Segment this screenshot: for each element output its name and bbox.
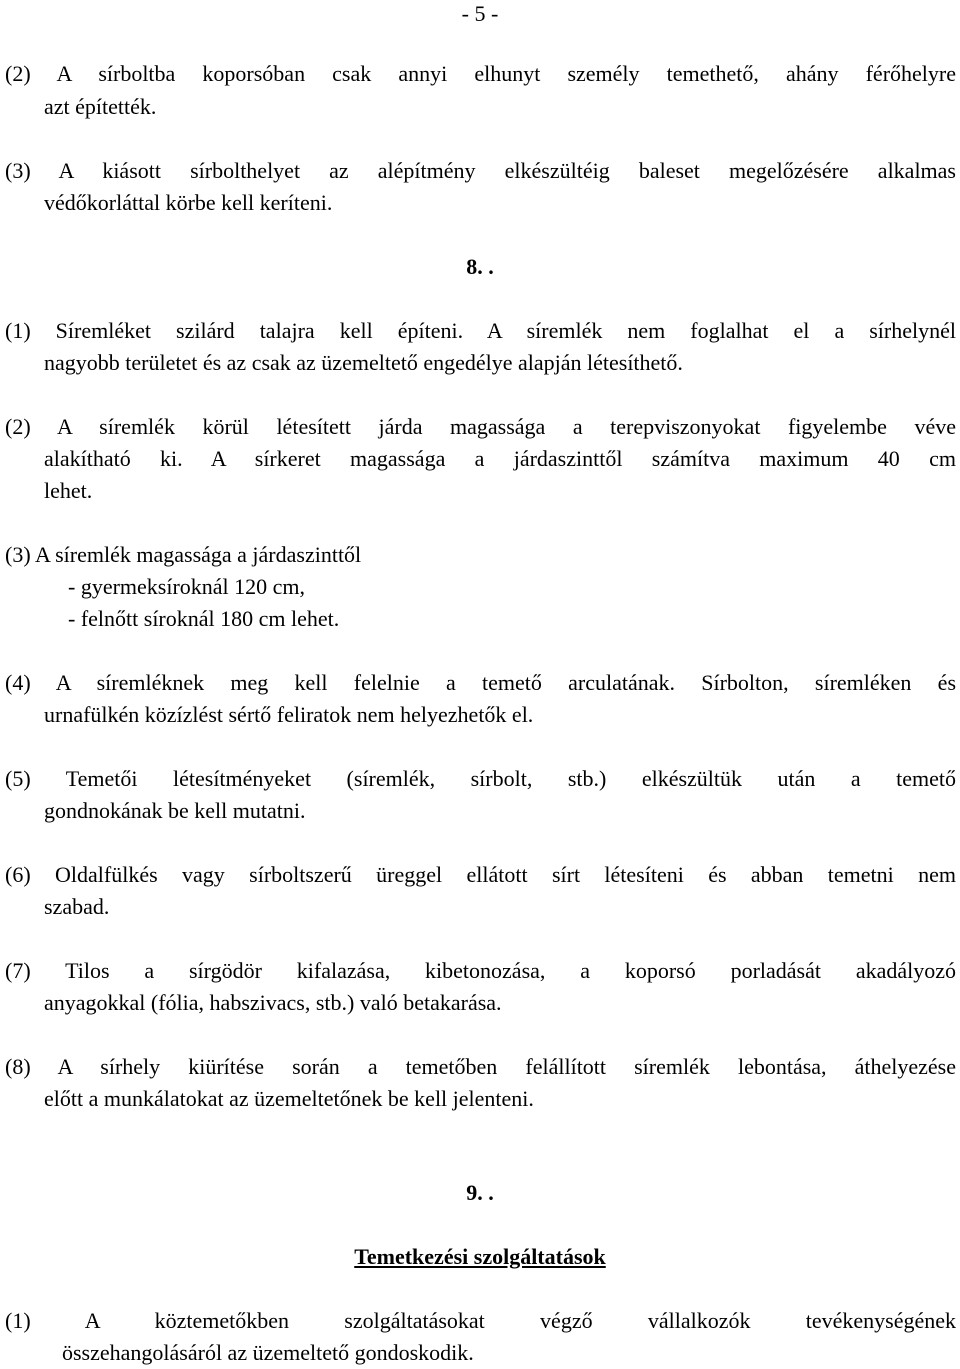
paragraph-line: alakítható ki. A sírkeret magassága a járdaszinttől számítva maximum 40 cm xyxy=(44,446,956,471)
page-number: - 5 - xyxy=(461,1,499,26)
section-8-heading: 8. . xyxy=(466,254,494,279)
paragraph-line: lehet. xyxy=(44,478,93,503)
paragraph-line: (3) A síremlék magassága a járdaszinttől xyxy=(5,542,362,567)
paragraph-line: azt építették. xyxy=(44,94,157,119)
paragraph-line: nagyobb területet és az csak az üzemeltető engedélye alapján létesíthető. xyxy=(44,350,683,375)
paragraph-line: - felnőtt síroknál 180 cm lehet. xyxy=(68,606,340,631)
paragraph-line: összehangolásáról az üzemeltető gondoskodik. xyxy=(62,1340,474,1365)
paragraph-line: (2) A síremlék körül létesített járda magassága a terepviszonyokat figyelembe véve xyxy=(5,414,956,439)
paragraph-line: (4) A síremléknek meg kell felelnie a temető arculatának. Sírbolton, síremléken és xyxy=(5,670,956,695)
paragraph-line: - gyermeksíroknál 120 cm, xyxy=(68,574,306,599)
paragraph-line: gondnokának be kell mutatni. xyxy=(44,798,306,823)
paragraph-line: (1) A köztemetőkben szolgáltatásokat végző vállalkozók tevékenységének xyxy=(5,1308,956,1333)
paragraph-line: (6) Oldalfülkés vagy sírboltszerű üreggel ellátott sírt létesíteni és abban temetni nem xyxy=(5,862,956,887)
paragraph-line: (7) Tilos a sírgödör kifalazása, kibetonozása, a koporsó porladását akadályozó xyxy=(5,958,956,983)
paragraph-line: anyagokkal (fólia, habszivacs, stb.) való betakarása. xyxy=(44,990,502,1015)
paragraph-line: (3) A kiásott sírbolthelyet az alépítmény elkészültéig baleset megelőzésére alkalmas xyxy=(5,158,956,183)
paragraph-line: szabad. xyxy=(44,894,110,919)
section-9-heading: 9. . xyxy=(466,1180,494,1205)
paragraph-line: (8) A sírhely kiürítése során a temetőben felállított síremlék lebontása, áthelyezése xyxy=(5,1054,956,1079)
section-9-title: Temetkezési szolgáltatások xyxy=(354,1244,606,1269)
paragraph-line: (2) A sírboltba koporsóban csak annyi elhunyt személy temethető, ahány férőhelyre xyxy=(5,61,956,86)
paragraph-line: előtt a munkálatokat az üzemeltetőnek be kell jelenteni. xyxy=(44,1086,534,1111)
paragraph-line: urnafülkén közízlést sértő feliratok nem helyezhetők el. xyxy=(44,702,534,727)
paragraph-line: (1) Síremléket szilárd talajra kell építeni. A síremlék nem foglalhat el a sírhelynél xyxy=(5,318,956,343)
paragraph-line: védőkorláttal körbe kell keríteni. xyxy=(44,190,333,215)
paragraph-line: (5) Temetői létesítményeket (síremlék, sírbolt, stb.) elkészültük után a temető xyxy=(5,766,956,791)
